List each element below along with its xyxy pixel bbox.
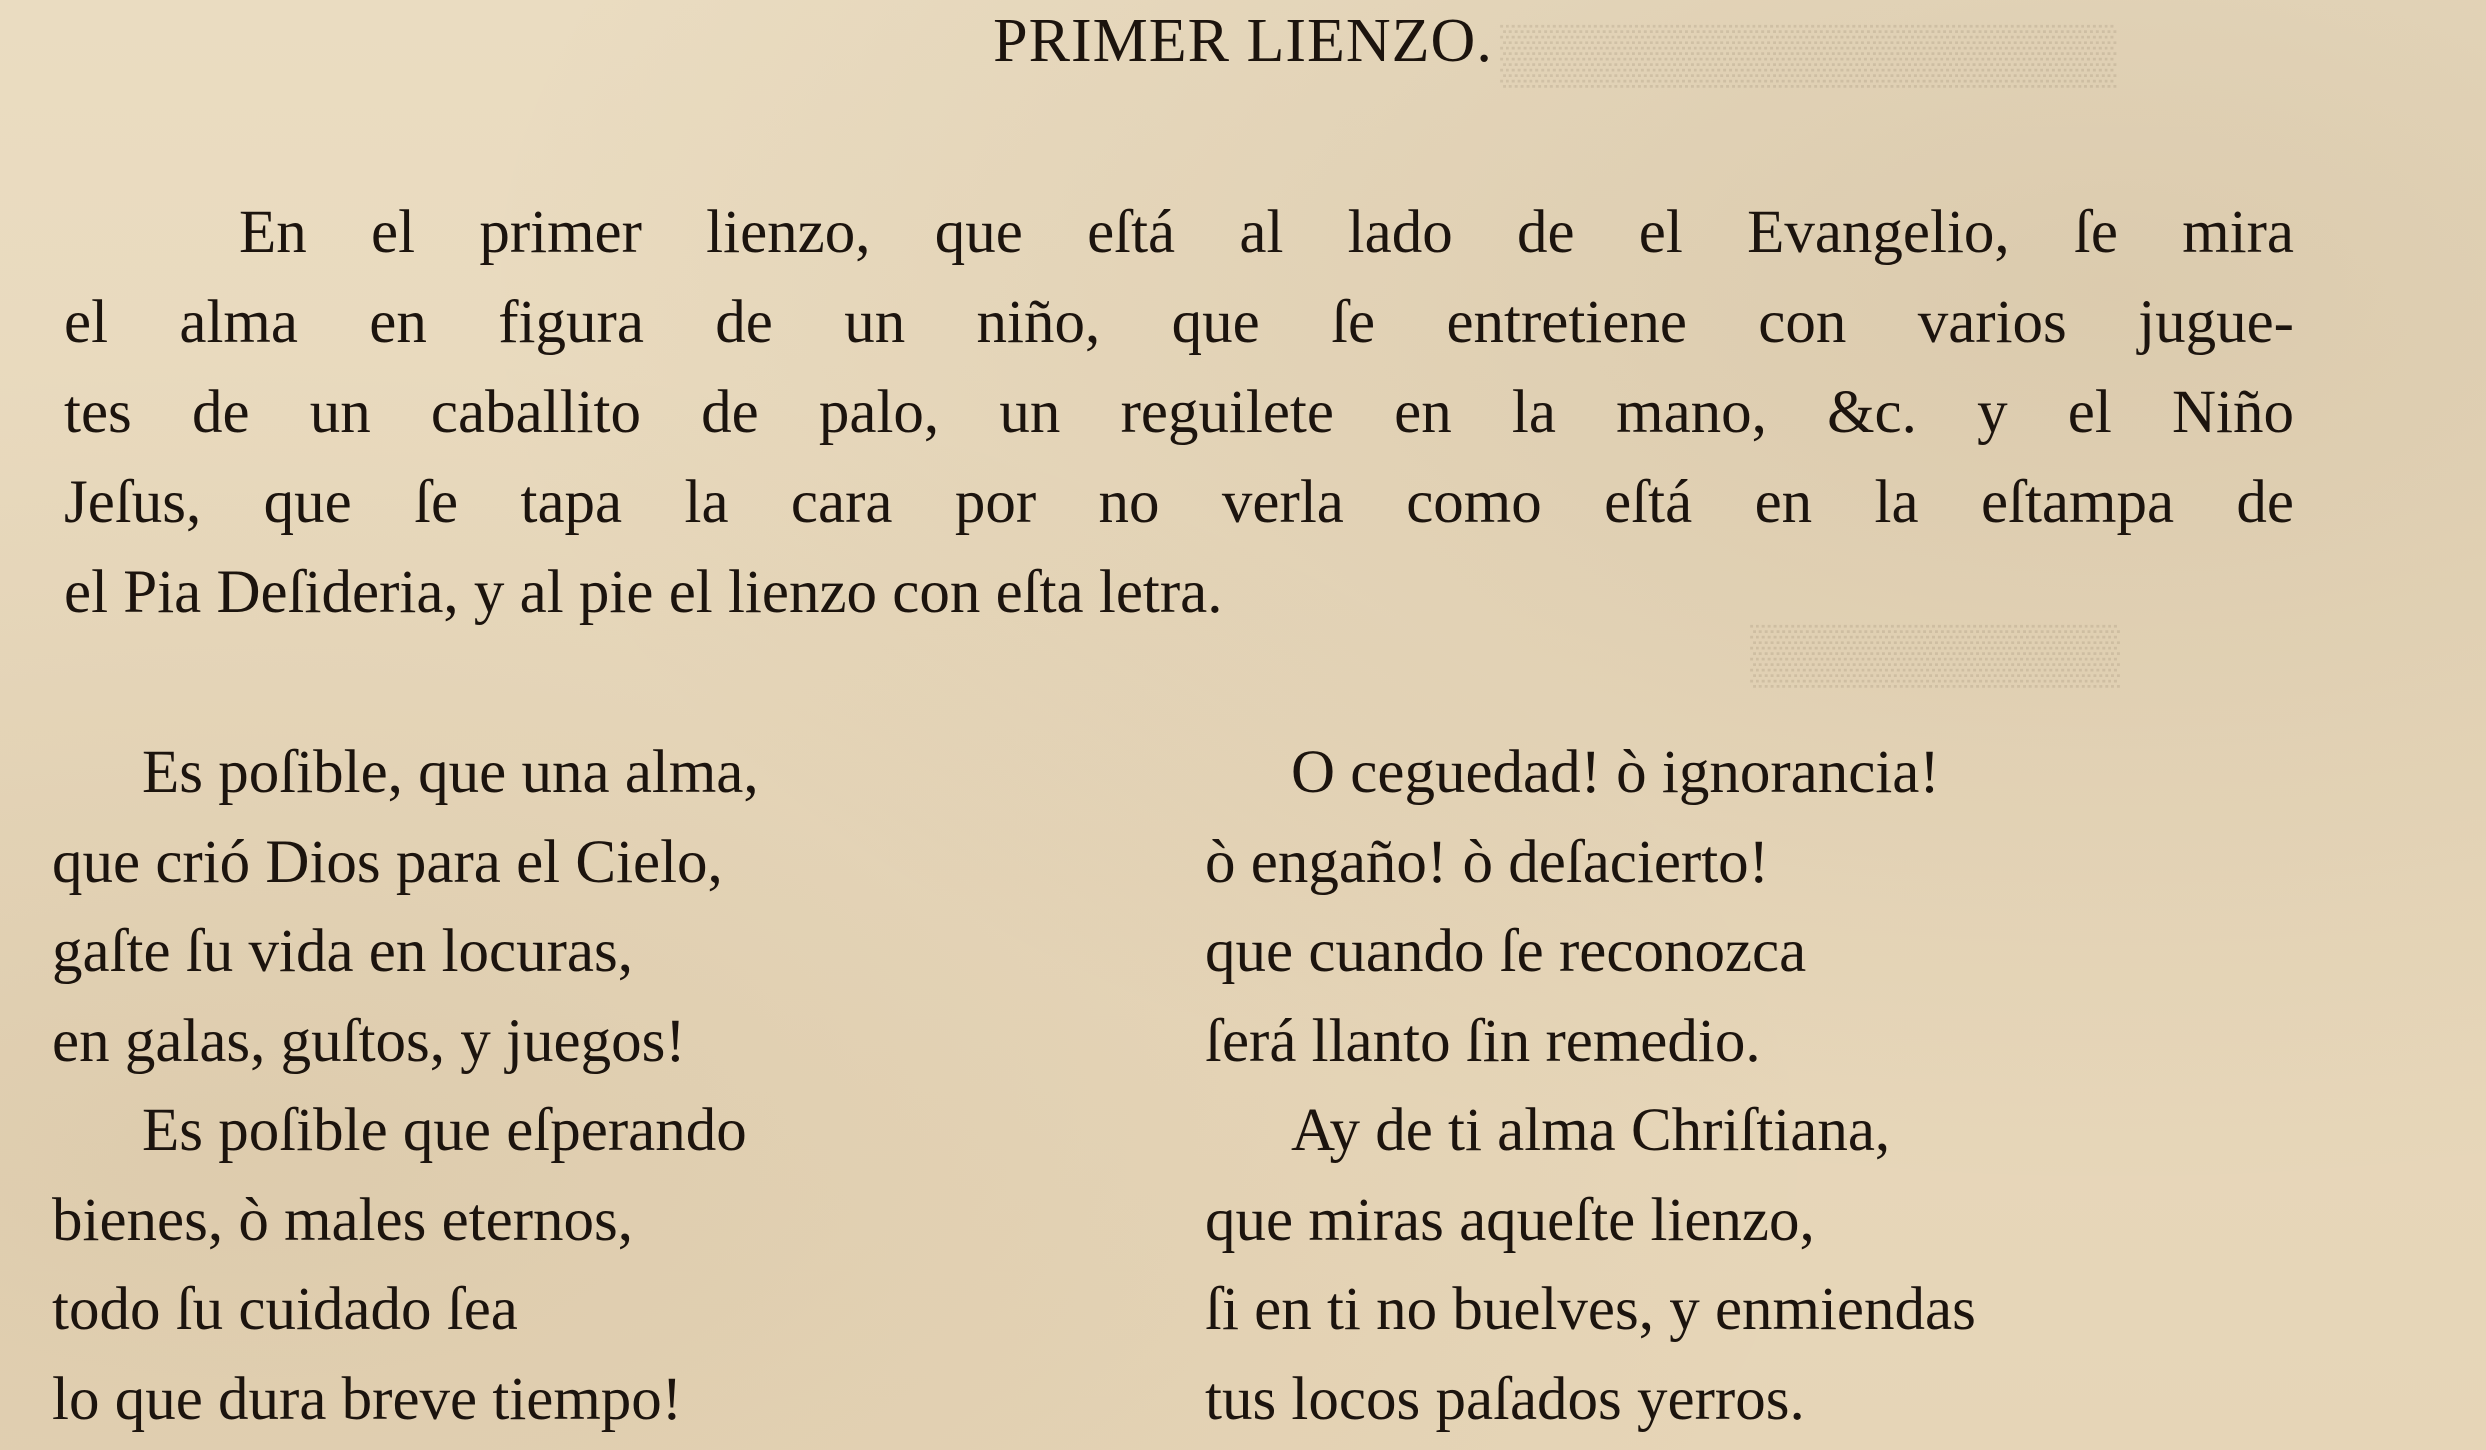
paragraph-line: el Pia Deſideria, y al pie el lienzo con eſta letra.: [64, 559, 1223, 626]
verse-line: bienes, ò males eternos,: [52, 1186, 634, 1254]
verse-left-column: [52, 728, 759, 1444]
verse-line: en galas, guſtos, y juegos!: [52, 1007, 686, 1075]
verse-line: todo ſu cuidado ſea: [52, 1276, 518, 1343]
show-through-texture: ▒▒▒▒▒▒▒▒▒▒▒▒▒▒▒: [1500, 21, 2117, 86]
paragraph-line: el alma en figura de un niño, que ſe entretiene con varios jugue-: [64, 289, 2294, 356]
verse-right-column: [1205, 728, 1976, 1444]
paragraph-line: tes de un caballito de palo, un reguilete en la mano, &c. y el Niño: [64, 379, 2294, 446]
verse-line: lo que dura breve tiempo!: [52, 1365, 683, 1433]
verse-line: ſi en ti no buelves, y enmiendas: [1205, 1276, 1976, 1343]
verse-line: Es poſible, que una alma,: [142, 739, 759, 806]
show-through-texture: ▒▒▒▒▒▒▒▒▒: [1750, 621, 2120, 686]
verse-line: gaſte ſu vida en locuras,: [52, 918, 633, 985]
paragraph-line: En el primer lienzo, que eſtá al lado de el Evangelio, ſe mira: [239, 199, 2294, 266]
verse-line: Ay de ti alma Chriſtiana,: [1291, 1097, 1891, 1164]
verse-line: que cuando ſe reconozca: [1205, 918, 1807, 985]
page-title: PRIMER LIENZO.: [993, 7, 1493, 75]
verse-line: Es poſible que eſperando: [142, 1097, 747, 1164]
description-paragraph: [64, 188, 2294, 638]
verse-line: tus locos paſados yerros.: [1205, 1365, 1805, 1433]
verse-line: O ceguedad! ò ignorancia!: [1291, 739, 1940, 806]
paragraph-line: Jeſus, que ſe tapa la cara por no verla como eſtá en la eſtampa de: [64, 469, 2294, 536]
verse-line: ò engaño! ò deſacierto!: [1205, 828, 1769, 896]
verse-line: que crió Dios para el Cielo,: [52, 828, 723, 896]
verse-line: ſerá llanto ſin remedio.: [1205, 1007, 1761, 1075]
verse-line: que miras aqueſte lienzo,: [1205, 1186, 1815, 1254]
